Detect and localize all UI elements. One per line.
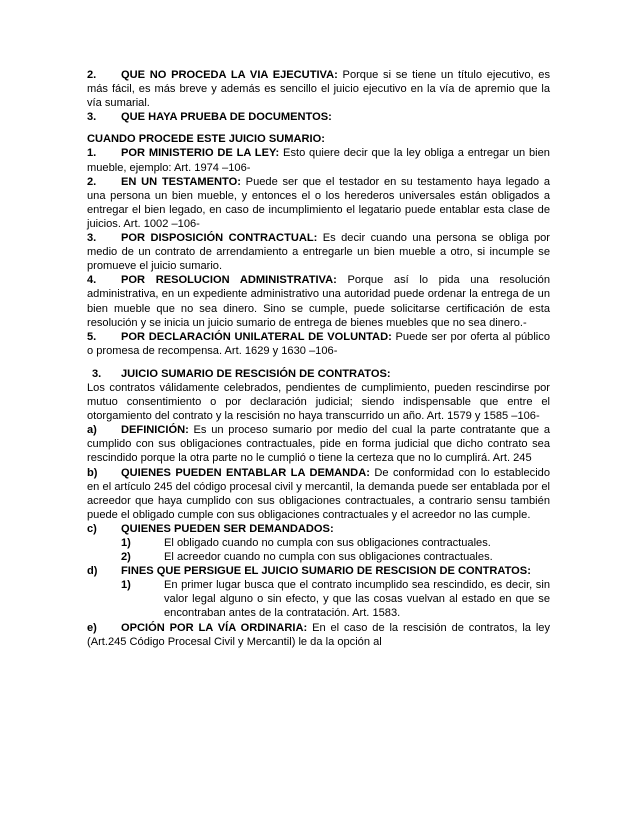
paragraph-2-testamento: 2. EN UN TESTAMENTO: Puede ser que el testador en su testamento haya legado a una persona un bien mueble, y entonces el o los herederos universales están obligados a entregar el bien legado, en caso de incumplimiento el legatario puede entablar esta clase de juicios. Art. 1002 –106- — [87, 175, 550, 230]
document-page — [87, 68, 550, 649]
paragraph-1-ministerio-ley: 1. POR MINISTERIO DE LA LEY: Esto quiere decir que la ley obliga a entregar un bien mueble, ejemplo: Art. 1974 –106- — [87, 147, 550, 174]
section-heading-cuando-procede: CUANDO PROCEDE ESTE JUICIO SUMARIO: — [87, 133, 325, 146]
paragraph-2-no-via-ejecutiva: 2. QUE NO PROCEDA LA VIA EJECUTIVA: Porque si se tiene un título ejecutivo, es más fácil, es más breve y además es sencillo el juicio ejecutivo en la vía de apremio que la vía sumarial. — [87, 69, 550, 110]
paragraph-3-disposicion-contractual: 3. POR DISPOSICIÓN CONTRACTUAL: Es decir cuando una persona se obliga por medio de un contrato de arrendamiento a entregarle un bien mueble a otro, si incumple se promueve el juicio sumario. — [87, 232, 550, 273]
sub-item-d-1: 1) En primer lugar busca que el contrato incumplido sea rescindido, es decir, sin valor legal alguno o sin efecto, y que las cosas vuelvan al estado en que se encontraban antes de la contratación. Art. 1583. — [121, 579, 550, 620]
sub-item-c-1: 1) El obligado cuando no cumpla con sus obligaciones contractuales. — [121, 537, 491, 549]
paragraph-e-via-ordinaria: e) OPCIÓN POR LA VÍA ORDINARIA: En el caso de la rescisión de contratos, la ley (Art.245 Código Procesal Civil y Mercantil) le da la opción al — [87, 621, 551, 648]
paragraph-b-quienes-entablar: b) QUIENES PUEDEN ENTABLAR LA DEMANDA: De conformidad con lo establecido en el artículo 245 del código procesal civil y mercantil, la demanda puede ser entablada por el acreedor que haya cumplido con sus obligaciones contractuales, a contrario sensu también puede el obligado cumple con sus obligaciones contractuales y el acreedor no las cumple. — [87, 466, 550, 521]
section-heading-rescision-contratos: 3. JUICIO SUMARIO DE RESCISIÓN DE CONTRATOS: — [92, 367, 391, 380]
sub-item-c-2: 2) El acreedor cuando no cumpla con sus obligaciones contractuales. — [121, 551, 493, 564]
paragraph-3-prueba-documentos: 3. QUE HAYA PRUEBA DE DOCUMENTOS: — [87, 111, 332, 124]
paragraph-d-fines: d) FINES QUE PERSIGUE EL JUICIO SUMARIO DE RESCISION DE CONTRATOS: — [87, 565, 531, 578]
paragraph-contratos-celebrados: Los contratos válidamente celebrados, pendientes de cumplimiento, pueden rescindirse por mutuo consentimiento o por declaración judicial; siendo indispensable que entre el otorgamiento del contrato y la rescisión no haya transcurrido un año. Art. 1579 y 1585 –106- — [87, 381, 550, 423]
paragraph-c-quienes-demandados: c) QUIENES PUEDEN SER DEMANDADOS: — [87, 522, 334, 535]
paragraph-a-definicion: a) DEFINICIÓN: Es un proceso sumario por medio del cual la parte contratante que a cumplido con sus obligaciones contractuales, pide en forma judicial que dicho contrato sea rescindido porque la otra parte no le cumplió o tiene la certeza que no lo cumplirá. Art. 245 — [87, 424, 550, 465]
paragraph-4-resolucion-administrativa: 4. POR RESOLUCION ADMINISTRATIVA: Porque así lo pida una resolución administrativa, en un expediente administrativo una autoridad puede ordenar la entrega de un bien mueble que no sea dinero. Sino se cumple, puede solicitarse certificación de esta resolución y se inicia un juicio sumario de entrega de bienes muebles que no sea dinero.- — [87, 274, 550, 329]
paragraph-5-declaracion-unilateral: 5. POR DECLARACIÓN UNILATERAL DE VOLUNTAD: Puede ser por oferta al público o promesa de recompensa. Art. 1629 y 1630 –106- — [87, 330, 550, 357]
